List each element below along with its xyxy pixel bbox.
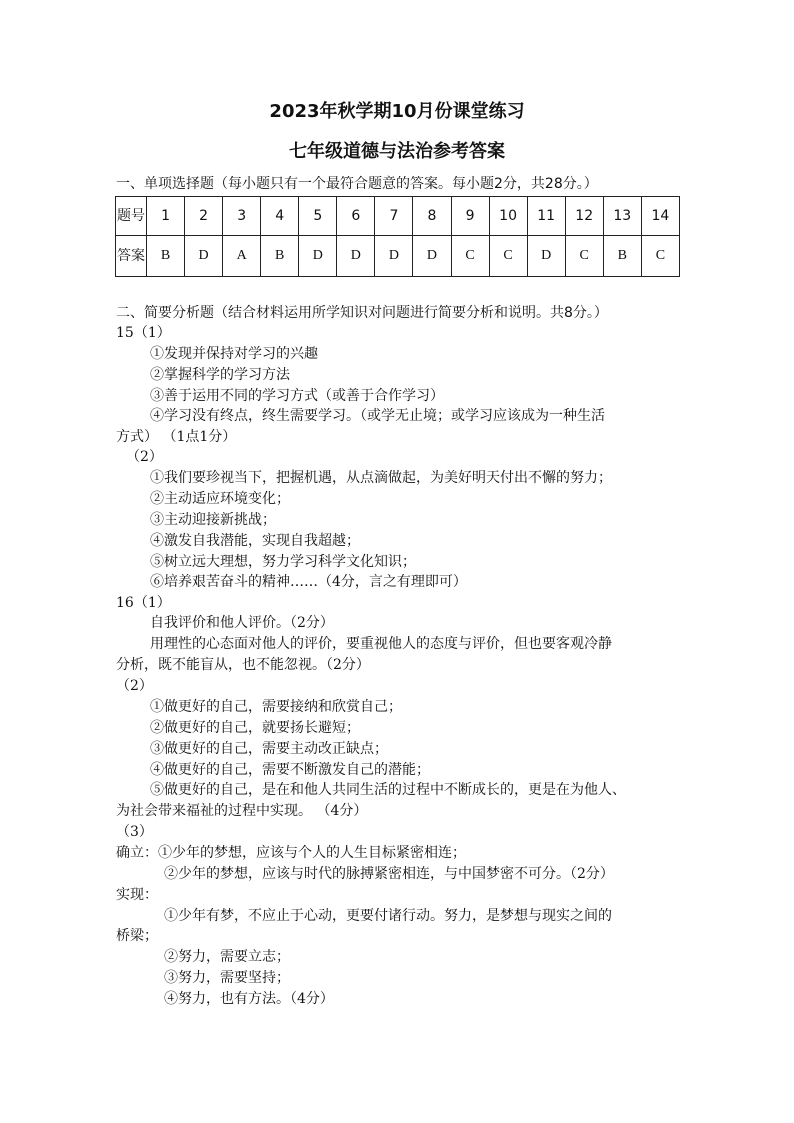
table-cell: 10 (489, 197, 527, 236)
table-cell: 8 (413, 197, 451, 236)
row-label-number: 题号 (116, 197, 147, 236)
answer-line: 实现： (116, 887, 158, 903)
table-cell: C (565, 236, 603, 277)
answer-line: 方式） （1点1分） (116, 429, 237, 445)
answer-line: ⑤树立远大理想，努力学习科学文化知识； (150, 554, 416, 570)
answer-line: （2） (116, 678, 153, 694)
table-cell: C (489, 236, 527, 277)
answer-line: ③主动迎接新挑战； (150, 512, 276, 528)
table-cell: B (603, 236, 641, 277)
table-cell: 3 (223, 197, 261, 236)
answer-line: ①做更好的自己，需要接纳和欣赏自己； (150, 699, 402, 715)
table-cell: D (413, 236, 451, 277)
table-cell: 12 (565, 197, 603, 236)
table-cell: 4 (261, 197, 299, 236)
answer-line: ②掌握科学的学习方法 (150, 367, 290, 383)
table-cell: 9 (451, 197, 489, 236)
answer-line: ①少年有梦，不应止于心动，更要付诸行动。努力，是梦想与现实之间的 (164, 908, 612, 924)
table-cell: D (527, 236, 565, 277)
table-cell: D (299, 236, 337, 277)
table-cell: 2 (185, 197, 223, 236)
answer-line: ②努力，需要立志； (164, 949, 290, 965)
answer-line: ③做更好的自己，需要主动改正缺点； (150, 741, 388, 757)
answer-line: ⑤做更好的自己，是在和他人共同生活的过程中不断成长的，更是在为他人、 (150, 782, 626, 798)
section1-heading: 一、单项选择题（每小题只有一个最符合题意的答案。每小题2分，共28分。） (116, 176, 598, 192)
row-label-answer: 答案 (116, 236, 147, 277)
answer-line: 确立：①少年的梦想，应该与个人的人生目标紧密相连； (116, 845, 466, 861)
answer-line: 用理性的心态面对他人的评价，要重视他人的态度与评价，但也要客观冷静 (150, 636, 612, 652)
answer-line: ④激发自我潜能，实现自我超越； (150, 533, 360, 549)
table-row-numbers (116, 197, 680, 236)
document-title: 2023年秋学期10月份课堂练习 (269, 101, 525, 122)
answer-line: 为社会带来福祉的过程中实现。 （4分） (116, 803, 368, 819)
answer-line: ④学习没有终点，终生需要学习。（或学无止境；或学习应该成为一种生活 (150, 408, 605, 424)
table-cell: 5 (299, 197, 337, 236)
answer-line: ④做更好的自己，需要不断激发自己的潜能； (150, 762, 430, 778)
answer-line: （2） (126, 449, 163, 465)
table-cell: D (185, 236, 223, 277)
answer-line: ⑥培养艰苦奋斗的精神……（4分，言之有理即可） (150, 574, 467, 590)
answer-line: ③善于运用不同的学习方式（或善于合作学习） (150, 388, 444, 404)
answer-line: 15（1） (116, 325, 171, 341)
answer-line: 分析，既不能盲从，也不能忽视。（2分） (116, 657, 370, 673)
section2-heading: 二、简要分析题（结合材料运用所学知识对问题进行简要分析和说明。共8分。） (116, 305, 608, 321)
table-row-answers (116, 236, 680, 277)
answer-line: 桥梁； (116, 928, 158, 944)
answer-table (115, 196, 680, 277)
table-cell: C (451, 236, 489, 277)
table-cell: 13 (603, 197, 641, 236)
table-cell: 6 (337, 197, 375, 236)
answer-line: ①我们要珍视当下，把握机遇，从点滴做起，为美好明天付出不懈的努力； (150, 470, 612, 486)
answer-line: 16（1） (116, 595, 171, 611)
document-subtitle: 七年级道德与法治参考答案 (289, 141, 505, 162)
answer-line: ③努力，需要坚持； (164, 970, 290, 986)
table-cell: B (147, 236, 185, 277)
table-cell: 1 (147, 197, 185, 236)
table-cell: 11 (527, 197, 565, 236)
table-cell: D (375, 236, 413, 277)
answer-line: ②主动适应环境变化； (150, 491, 290, 507)
answer-line: 自我评价和他人评价。（2分） (150, 615, 334, 631)
table-cell: D (337, 236, 375, 277)
table-cell: B (261, 236, 299, 277)
answer-line: ②做更好的自己，就要扬长避短； (150, 720, 360, 736)
table-cell: A (223, 236, 261, 277)
table-cell: 7 (375, 197, 413, 236)
answer-line: （3） (116, 824, 153, 840)
table-cell: 14 (641, 197, 679, 236)
answer-line: ①发现并保持对学习的兴趣 (150, 346, 318, 362)
answer-line: ②少年的梦想，应该与时代的脉搏紧密相连，与中国梦密不可分。（2分） (164, 866, 614, 882)
answer-line: ④努力，也有方法。（4分） (164, 991, 334, 1007)
table-cell: C (641, 236, 679, 277)
